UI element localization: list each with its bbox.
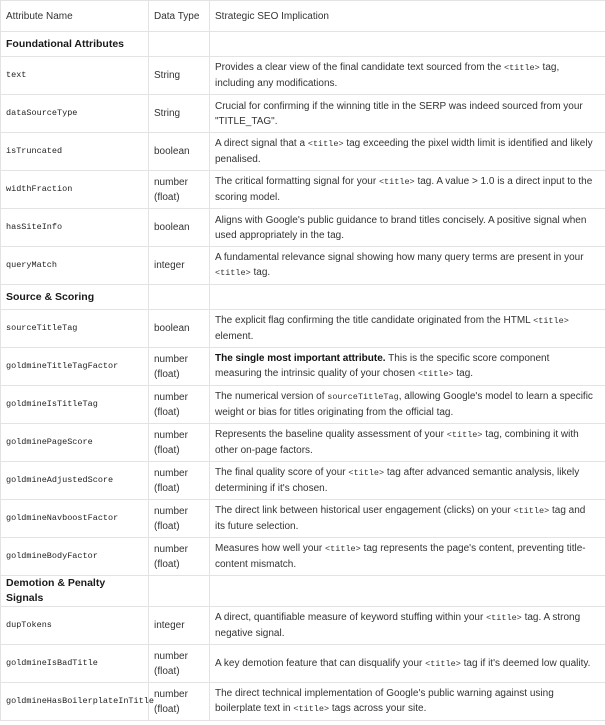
data-type-cell: integer	[149, 607, 210, 645]
description-text: tag. A strong negative signal.	[215, 612, 581, 639]
seo-implication-cell	[210, 500, 605, 538]
description-text: The direct technical implementation of Google's public warning against using boilerplate text in	[215, 688, 554, 714]
inline-code: <title>	[513, 506, 550, 516]
seo-implication-cell	[210, 607, 605, 645]
emphasis-text: The single most important attribute.	[215, 353, 386, 364]
attribute-name-cell: text	[1, 57, 149, 95]
attribute-name-cell: dupTokens	[1, 607, 149, 645]
attribute-name-cell: sourceTitleTag	[1, 310, 149, 348]
section-title: Source & Scoring	[1, 285, 149, 310]
table-row	[1, 57, 605, 95]
description-text: Represents the baseline quality assessment of your	[215, 429, 447, 440]
description-text: tag and its future selection.	[215, 505, 586, 532]
table-row	[1, 310, 605, 348]
section-row	[1, 32, 605, 57]
data-type-cell: boolean	[149, 310, 210, 348]
column-header-data-type: Data Type	[149, 1, 210, 32]
section-empty-cell	[149, 32, 210, 57]
section-empty-cell	[149, 285, 210, 310]
attribute-name-cell: goldmineNavboostFactor	[1, 500, 149, 538]
data-type-cell: number (float)	[149, 386, 210, 424]
inline-code: <title>	[325, 544, 361, 554]
attribute-name-cell: queryMatch	[1, 247, 149, 285]
attribute-name-cell: dataSourceType	[1, 95, 149, 133]
inline-code: <title>	[348, 468, 385, 478]
section-row	[1, 576, 605, 607]
inline-code: <title>	[425, 658, 461, 669]
seo-implication-cell	[210, 171, 605, 209]
seo-implication-cell	[210, 310, 605, 348]
table-row	[1, 209, 605, 247]
description-text: tag, including any modifications.	[215, 62, 560, 89]
description-text: tag.	[250, 267, 271, 278]
column-header-seo-implication: Strategic SEO Implication	[210, 1, 605, 32]
description-text: tag exceeding the pixel width limit is identified and likely penalised.	[215, 138, 593, 165]
description-text: tag. A value > 1.0 is a direct input to the scoring model.	[215, 176, 593, 203]
column-header-attribute-name: Attribute Name	[1, 1, 149, 32]
seo-implication-cell	[210, 247, 605, 285]
table-row	[1, 683, 605, 721]
description-text: This is the specific score component measuring the intrinsic quality of your chosen	[215, 353, 550, 379]
data-type-cell: number (float)	[149, 424, 210, 462]
attribute-name-cell: goldmineAdjustedScore	[1, 462, 149, 500]
data-type-cell: integer	[149, 247, 210, 285]
data-type-cell: number (float)	[149, 500, 210, 538]
attribute-name-cell: goldminePageScore	[1, 424, 149, 462]
description-text: The explicit flag confirming the title candidate originated from the HTML	[215, 315, 534, 326]
seo-implication-cell	[210, 133, 605, 171]
description-text: A direct, quantifiable measure of keyword stuffing within your	[215, 612, 487, 623]
table-row	[1, 171, 605, 209]
data-type-cell: number (float)	[149, 645, 210, 683]
description-text: The direct link between historical user engagement (clicks) on your	[215, 505, 514, 516]
data-type-cell: number (float)	[149, 171, 210, 209]
description-text: Aligns with Google's public guidance to brand titles concisely. A positive signal when used appropriately in the tag.	[215, 214, 587, 241]
section-empty-cell	[149, 576, 210, 607]
table-row	[1, 645, 605, 683]
section-title: Foundational Attributes	[1, 32, 149, 57]
inline-code: <title>	[293, 704, 330, 714]
attribute-name-cell: goldmineBodyFactor	[1, 538, 149, 576]
table-row	[1, 538, 605, 576]
attribute-name-cell: isTruncated	[1, 133, 149, 171]
inline-code: <title>	[486, 613, 522, 623]
data-type-cell: number (float)	[149, 538, 210, 576]
data-type-cell: String	[149, 95, 210, 133]
seo-implication-cell	[210, 386, 605, 424]
description-text: tag.	[453, 368, 474, 379]
seo-implication-cell	[210, 95, 605, 133]
seo-implication-cell	[210, 348, 605, 386]
data-type-cell: boolean	[149, 133, 210, 171]
table-row	[1, 247, 605, 285]
inline-code: sourceTitleTag	[327, 392, 399, 402]
seo-implication-cell	[210, 209, 605, 247]
attribute-name-cell: hasSiteInfo	[1, 209, 149, 247]
data-type-cell: String	[149, 57, 210, 95]
table-body	[1, 32, 605, 721]
description-text: A direct signal that a	[215, 138, 308, 149]
attribute-name-cell: goldmineIsBadTitle	[1, 645, 149, 683]
seo-implication-cell	[210, 538, 605, 576]
data-type-cell: number (float)	[149, 348, 210, 386]
section-empty-cell	[210, 285, 605, 310]
description-text: tag after advanced semantic analysis, likely determining if it's chosen.	[215, 467, 580, 494]
table-row	[1, 386, 605, 424]
inline-code: <title>	[417, 369, 454, 379]
section-empty-cell	[210, 576, 605, 607]
inline-code: <title>	[215, 268, 251, 278]
description-text: tag, combining it with other on-page factors.	[215, 429, 579, 456]
table-row	[1, 607, 605, 645]
section-row	[1, 285, 605, 310]
seo-implication-cell	[210, 462, 605, 500]
description-text: , allowing Google's model to learn a specific weight or bias for titles originating from the official tag.	[215, 391, 593, 418]
description-text: A key demotion feature that can disqualify your	[215, 657, 426, 669]
data-type-cell: boolean	[149, 209, 210, 247]
seo-implication-cell	[210, 57, 605, 95]
description-text: Measures how well your	[215, 543, 326, 554]
description-text: tags across your site.	[329, 703, 427, 714]
attribute-name-cell: goldmineHasBoilerplateInTitle	[1, 683, 149, 721]
attribute-name-cell: goldmineTitleTagFactor	[1, 348, 149, 386]
seo-implication-cell	[210, 683, 605, 721]
description-text: The critical formatting signal for your	[215, 176, 379, 187]
inline-code: <title>	[378, 177, 415, 187]
table-row	[1, 95, 605, 133]
inline-code: <title>	[504, 63, 540, 73]
data-type-cell: number (float)	[149, 462, 210, 500]
table-row	[1, 348, 605, 386]
description-text: The numerical version of	[215, 391, 328, 402]
data-type-cell: number (float)	[149, 683, 210, 721]
table-row	[1, 424, 605, 462]
inline-code: <title>	[446, 430, 483, 440]
section-title: Demotion & Penalty Signals	[1, 576, 149, 607]
seo-implication-cell	[210, 645, 605, 683]
attribute-name-cell: widthFraction	[1, 171, 149, 209]
inline-code: <title>	[533, 316, 569, 326]
description-text: A fundamental relevance signal showing how many query terms are present in your	[215, 252, 584, 263]
table-row	[1, 462, 605, 500]
header-row	[1, 1, 605, 32]
attribute-name-cell: goldmineIsTitleTag	[1, 386, 149, 424]
description-text: The final quality score of your	[215, 467, 349, 478]
description-text: tag if it's deemed low quality.	[460, 657, 591, 669]
section-empty-cell	[210, 32, 605, 57]
description-text: Provides a clear view of the final candidate text sourced from the	[215, 62, 505, 73]
inline-code: <title>	[307, 139, 344, 149]
table-row	[1, 500, 605, 538]
description-text: Crucial for confirming if the winning title in the SERP was indeed sourced from your "TITLE_TAG".	[215, 100, 583, 127]
seo-implication-cell	[210, 424, 605, 462]
table-row	[1, 133, 605, 171]
description-text: tag represents the page's content, preventing title-content mismatch.	[215, 543, 586, 570]
description-text: element.	[215, 331, 254, 342]
